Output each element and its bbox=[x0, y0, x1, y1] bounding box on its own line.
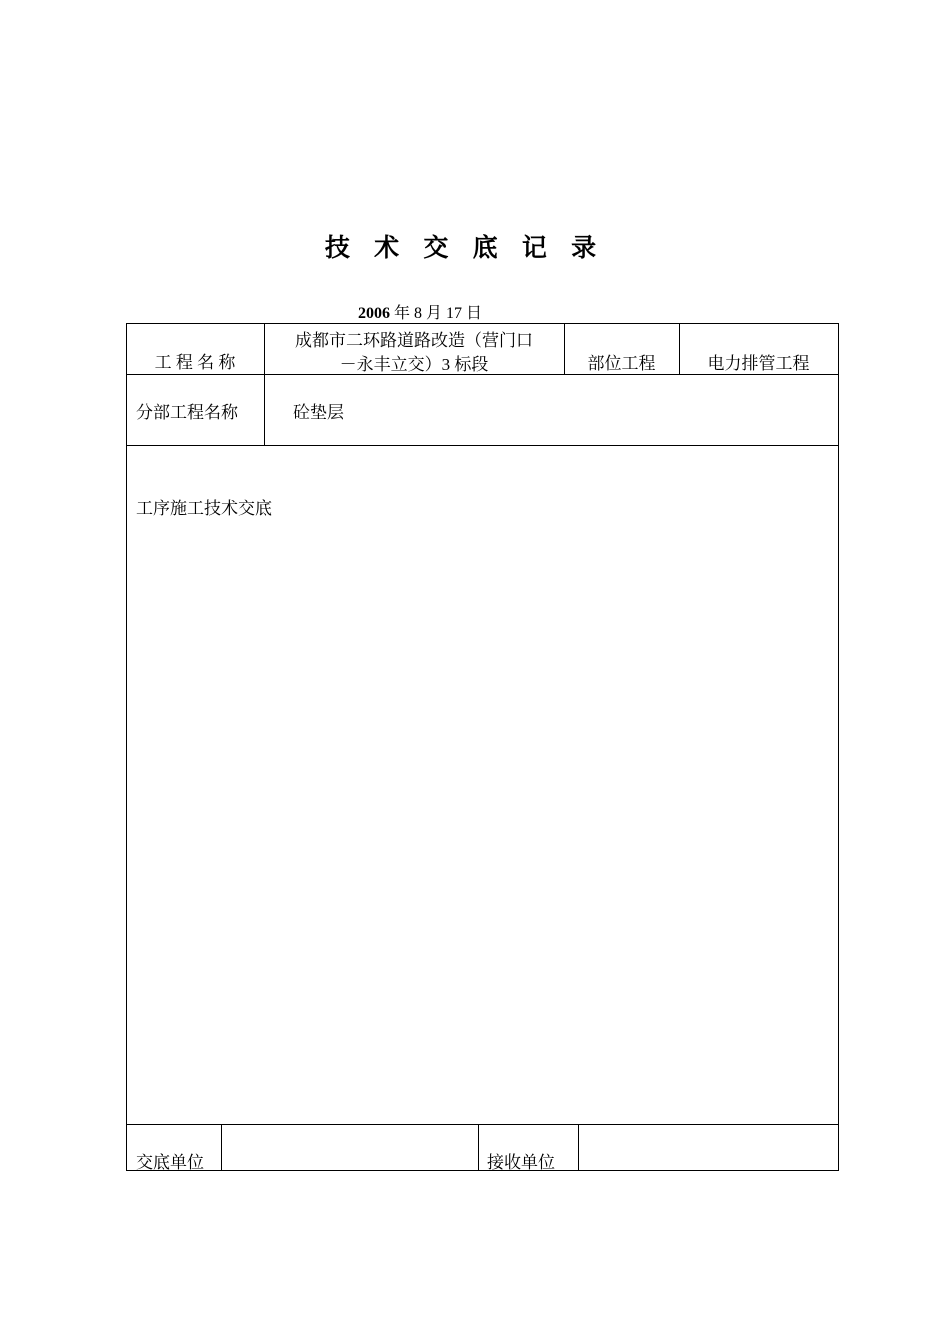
date-year: 2006 bbox=[358, 305, 390, 322]
table-border-left bbox=[126, 323, 127, 1171]
receiving-unit-value[interactable] bbox=[579, 1126, 838, 1170]
sub-project-label: 分部工程名称 bbox=[136, 403, 238, 422]
receiving-unit-label: 接收单位 bbox=[487, 1153, 555, 1172]
table-border-top bbox=[126, 323, 839, 324]
date-rest: 年 8 月 17 日 bbox=[390, 305, 483, 322]
sub-project-value: 砼垫层 bbox=[293, 403, 344, 422]
part-label: 部位工程 bbox=[587, 354, 656, 373]
part-value: 电力排管工程 bbox=[707, 354, 810, 373]
table-border-bottom bbox=[126, 1170, 839, 1171]
project-name-value-line1: 成都市二环路道路改造（营门口 bbox=[295, 331, 533, 350]
process-label: 工序施工技术交底 bbox=[136, 499, 272, 518]
table-col-divider bbox=[478, 1124, 479, 1171]
document-date bbox=[358, 300, 482, 323]
table-row-divider bbox=[126, 445, 839, 446]
handover-unit-value[interactable] bbox=[222, 1126, 478, 1170]
project-name-value-line2: －永丰立交）3 标段 bbox=[339, 355, 489, 374]
table-row-divider bbox=[126, 1124, 839, 1125]
table-border-right bbox=[838, 323, 839, 1171]
document-title: 技 术 交 底 记 录 bbox=[324, 235, 606, 262]
handover-unit-label: 交底单位 bbox=[136, 1153, 204, 1172]
project-name-label: 工 程 名 称 bbox=[154, 353, 236, 372]
